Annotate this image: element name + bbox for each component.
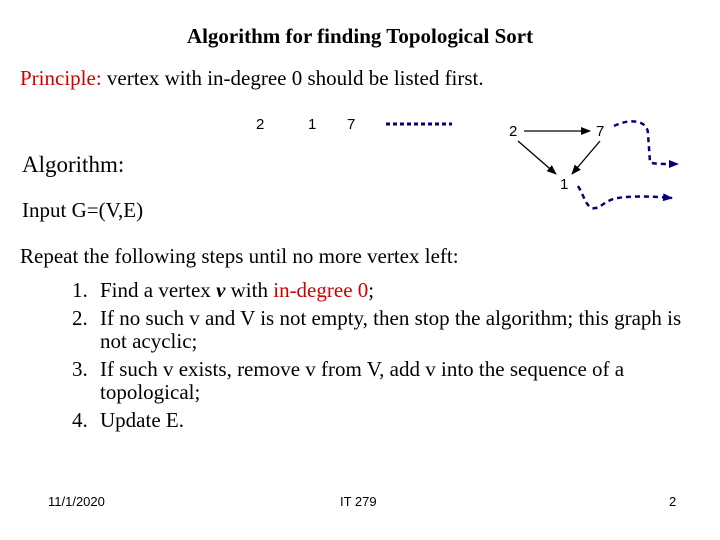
sequence-node-label: 1 [308, 116, 317, 133]
algorithm-heading: Algorithm: [22, 152, 125, 177]
footer-page-number: 2 [669, 494, 677, 509]
sequence-node-2 [347, 116, 355, 133]
step-variable: v [216, 278, 226, 302]
step-text-post: ; [368, 278, 375, 302]
step-text: Update E. [100, 408, 184, 433]
principle-text: vertex with in-degree 0 should be listed first. [101, 66, 484, 90]
footer-date: 11/1/2020 [48, 494, 105, 509]
dashed-arrow-from-1 [578, 186, 672, 208]
step-number: 2. [72, 306, 88, 331]
edge-2-to-1 [518, 141, 556, 174]
step-text: If such v exists, remove v from V, add v into the sequence of a topological; [100, 357, 625, 405]
algorithm-step [54, 358, 704, 404]
algorithm-step [54, 279, 704, 302]
step-text-mid: with [225, 278, 274, 302]
graph-node-b: 7 [596, 123, 605, 140]
footer-course: IT 279 [340, 494, 377, 509]
step-number: 3. [72, 357, 88, 382]
step-text: If no such v and V is not empty, then stop the algorithm; this graph is not acyclic; [100, 306, 682, 354]
sequence-node-label: 7 [347, 116, 356, 133]
step-number: 1. [72, 278, 88, 302]
input-statement: Input G=(V,E) [22, 198, 144, 222]
sequence-node-label: 2 [256, 116, 265, 133]
graph-node-a: 2 [509, 123, 518, 140]
repeat-statement: Repeat the following steps until no more vertex left: [20, 244, 459, 268]
step-text-pre: Find a vertex [100, 278, 217, 302]
slide-title: Algorithm for finding Topological Sort [186, 24, 534, 48]
edge-7-to-1 [572, 141, 600, 174]
step-highlight: in-degree 0 [273, 278, 369, 302]
algorithm-step [54, 307, 704, 353]
dashed-arrow-from-7 [614, 121, 678, 164]
algorithm-steps-list [54, 279, 704, 438]
step-number: 4. [72, 408, 88, 433]
algorithm-step [54, 409, 704, 432]
principle-label: Principle: [20, 66, 102, 90]
sequence-node-1 [308, 116, 316, 133]
sequence-node-0 [256, 116, 264, 133]
graph-node-c: 1 [560, 176, 569, 193]
